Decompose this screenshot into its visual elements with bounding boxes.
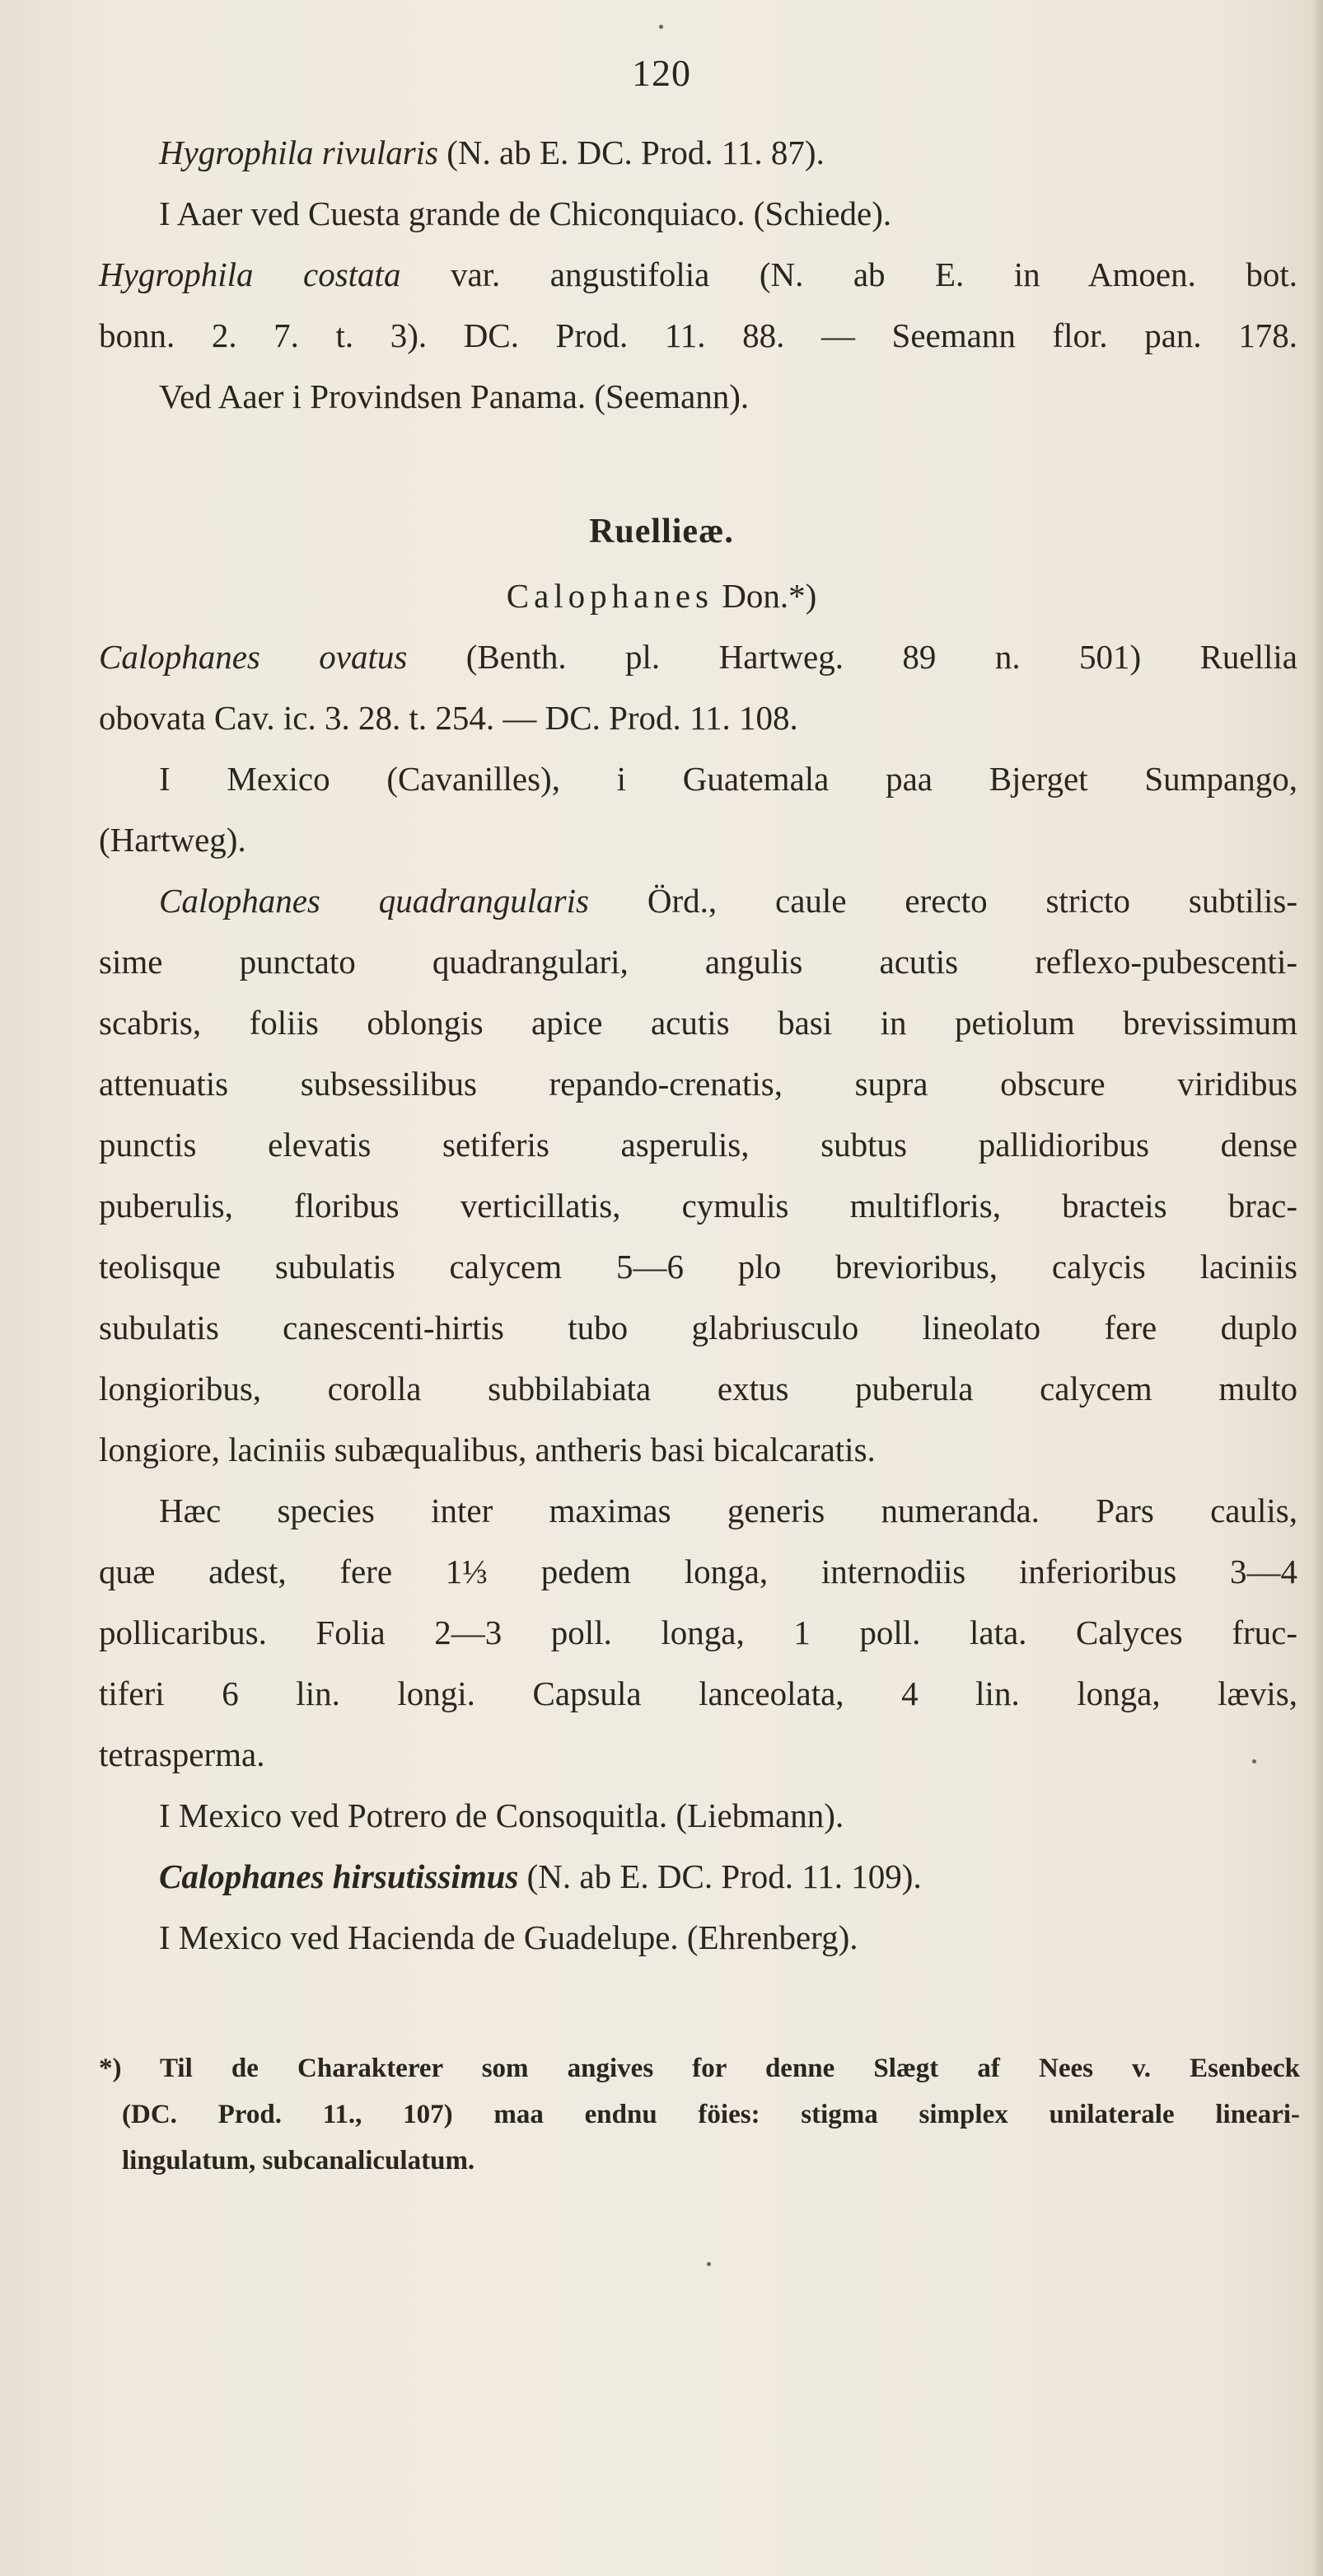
text-line: pollicaribus. Folia 2—3 poll. longa, 1 poll. lata. Calyces fruc-: [99, 1614, 1297, 1651]
text-line: [99, 636, 1297, 677]
species-name: Hygrophila costata: [99, 255, 401, 293]
text-line: [99, 254, 1297, 295]
section-heading: Ruellieæ.: [589, 513, 734, 550]
text-line: subulatis canescenti-hirtis tubo glabriusculo lineolato fere duplo: [99, 1309, 1297, 1347]
text-line: longiore, laciniis subæqualibus, antheris basi bicalcaratis.: [99, 1431, 876, 1468]
text-line: I Mexico ved Potrero de Consoquitla. (Liebmann).: [159, 1796, 844, 1834]
print-speck: [659, 25, 663, 29]
genus-author: Don.*): [713, 577, 817, 615]
text-line: [159, 132, 825, 173]
citation: var. angustifolia (N. ab E. in Amoen. bot.: [400, 255, 1297, 293]
text-line: quæ adest, fere 1⅓ pedem longa, internodiis inferioribus 3—4: [99, 1553, 1297, 1590]
text-line: longioribus, corolla subbilabiata extus puberula calycem multo: [99, 1370, 1297, 1407]
text-line: (Hartweg).: [99, 821, 246, 859]
text-line: obovata Cav. ic. 3. 28. t. 254. — DC. Prod. 11. 108.: [99, 699, 798, 737]
text-line: I Mexico (Cavanilles), i Guatemala paa Bjerget Sumpango,: [159, 760, 1297, 798]
text-line: Hæc species inter maximas generis numeranda. Pars caulis,: [159, 1492, 1297, 1529]
species-name: Hygrophila rivularis: [159, 133, 439, 171]
text-line: bonn. 2. 7. t. 3). DC. Prod. 11. 88. — Seemann flor. pan. 178.: [99, 316, 1297, 354]
text-line: teolisque subulatis calycem 5—6 plo brevioribus, calycis laciniis: [99, 1248, 1297, 1286]
citation: (Benth. pl. Hartweg. 89 n. 501) Ruellia: [407, 638, 1297, 676]
text-line: puberulis, floribus verticillatis, cymulis multifloris, bracteis brac-: [99, 1187, 1297, 1225]
page-edge-shadow: [1311, 0, 1323, 2576]
footnote-line: *) Til de Charakterer som angives for denne Slægt af Nees v. Esenbeck: [99, 2054, 1300, 2083]
page-number: 120: [632, 52, 691, 94]
text-line: sime punctato quadrangulari, angulis acutis reflexo-pubescenti-: [99, 943, 1297, 981]
footnote-line: (DC. Prod. 11., 107) maa endnu föies: stigma simplex unilaterale lineari-: [122, 2100, 1300, 2129]
text-line: attenuatis subsessilibus repando-crenatis, supra obscure viridibus: [99, 1065, 1297, 1103]
print-speck: [707, 2262, 711, 2266]
text-line: [159, 1856, 922, 1897]
description: Örd., caule erecto stricto subtilis-: [588, 882, 1297, 920]
text-line: Ved Aaer i Provindsen Panama. (Seemann).: [159, 377, 750, 415]
text-line: punctis elevatis setiferis asperulis, subtus pallidioribus dense: [99, 1126, 1297, 1164]
text-line: scabris, foliis oblongis apice acutis basi in petiolum brevissimum: [99, 1004, 1297, 1042]
text-line: [159, 880, 1297, 921]
print-speck: [1252, 1759, 1256, 1763]
species-name: Calophanes ovatus: [99, 638, 408, 676]
citation: (N. ab E. DC. Prod. 11. 109).: [518, 1857, 922, 1895]
text-line: tetrasperma.: [99, 1735, 265, 1773]
footnote-line: lingulatum, subcanaliculatum.: [122, 2146, 475, 2176]
text-line: I Mexico ved Hacienda de Guadelupe. (Ehrenberg).: [159, 1918, 858, 1956]
genus-name: Calophanes: [506, 577, 714, 615]
text-line: I Aaer ved Cuesta grande de Chiconquiaco. (Schiede).: [159, 194, 892, 232]
citation: (N. ab E. DC. Prod. 11. 87).: [438, 133, 825, 171]
species-name: Calophanes quadrangularis: [159, 882, 589, 920]
text-line: tiferi 6 lin. longi. Capsula lanceolata, 4 lin. longa, lævis,: [99, 1674, 1297, 1712]
species-name: Calophanes hirsutissimus: [159, 1857, 519, 1895]
genus-heading: [0, 575, 1323, 616]
